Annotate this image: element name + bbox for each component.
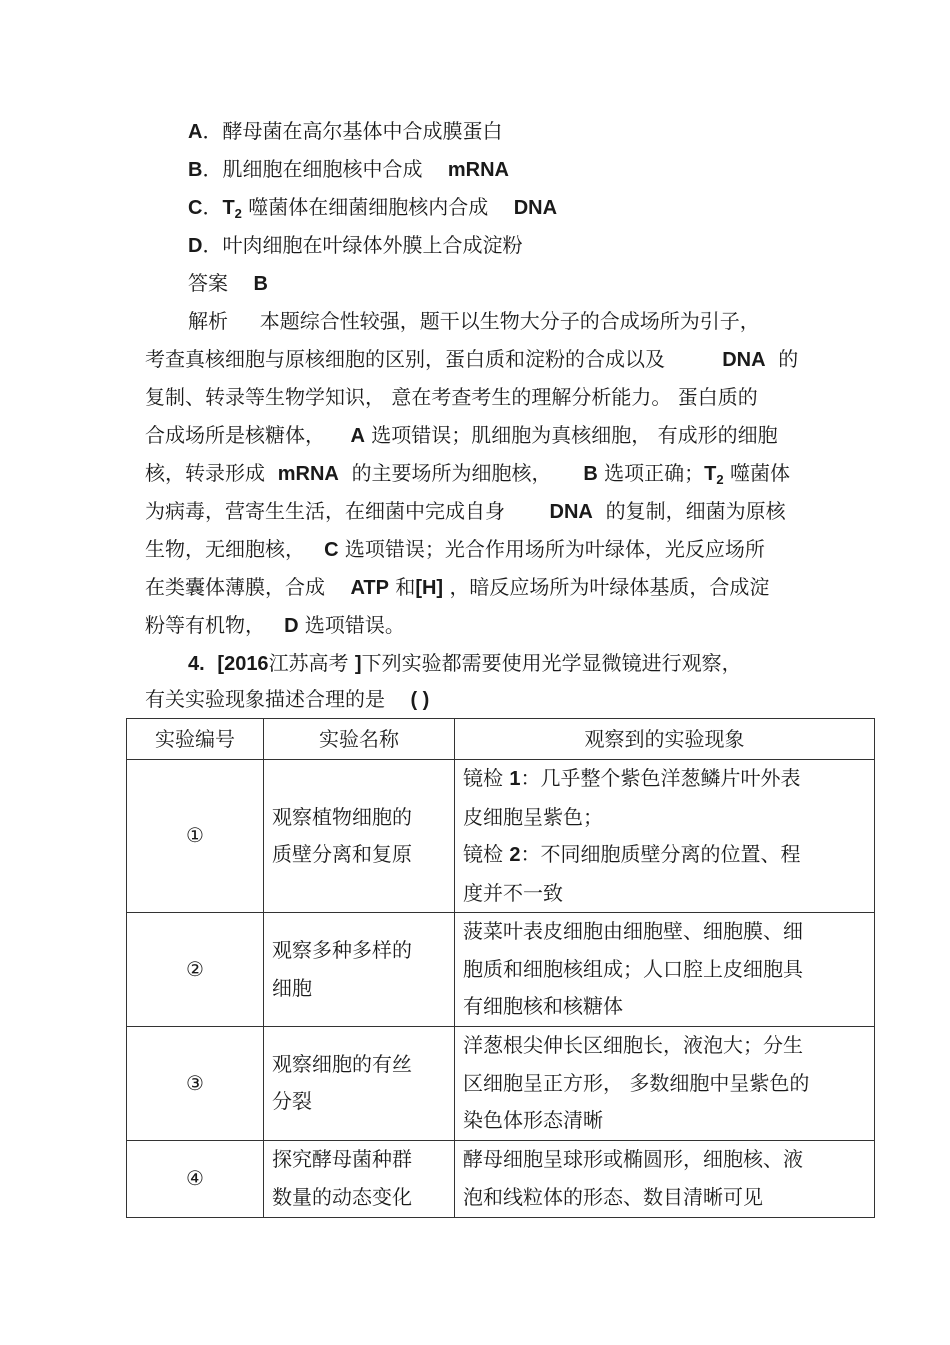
experiment-phenomenon: 洋葱根尖伸长区细胞长，液泡大；分生 区细胞呈正方形， 多数细胞中呈紫色的 染色体形态清晰: [455, 1027, 875, 1141]
analysis-line-1: 解析 本题综合性较强，题干以生物大分子的合成场所为引子，: [188, 309, 760, 333]
experiment-phenomenon: 酵母细胞呈球形或椭圆形，细胞核、液 泡和线粒体的形态、数目清晰可见: [455, 1140, 875, 1217]
analysis-line-2: 考查真核细胞与原核细胞的区别，蛋白质和淀粉的合成以及 DNA 的: [145, 347, 799, 371]
analysis-line-6: 为病毒，营寄生生活，在细菌中完成自身 DNA 的复制，细菌为原核: [145, 499, 786, 523]
analysis-line-4: 合成场所是核糖体， A 选项错误；肌细胞为真核细胞， 有成形的细胞: [145, 423, 778, 447]
experiment-number: ②: [127, 913, 264, 1027]
table-row: [127, 913, 875, 1027]
table-header-row: [127, 719, 875, 760]
header-cell: 实验编号: [127, 719, 264, 760]
question-4-line-2: 有关实验现象描述合理的是 ( ): [145, 687, 430, 711]
header-cell: 观察到的实验现象: [455, 719, 875, 760]
analysis-line-5: 核，转录形成 mRNA 的主要场所为细胞核， B 选项正确；$T_2$ 噬菌体: [145, 461, 790, 487]
experiment-name: 探究酵母菌种群 数量的动态变化: [264, 1140, 455, 1217]
table-row: [127, 1027, 875, 1141]
option-d: D．叶肉细胞在叶绿体外膜上合成淀粉: [188, 233, 523, 257]
experiment-number: ①: [127, 760, 264, 913]
table-row: [127, 1140, 875, 1217]
experiment-name: 观察植物细胞的 质壁分离和复原: [264, 760, 455, 913]
experiment-phenomenon: 菠菜叶表皮细胞由细胞壁、细胞膜、细 胞质和细胞核组成；人口腔上皮细胞具 有细胞核和核糖体: [455, 913, 875, 1027]
experiment-table: [126, 718, 875, 1218]
experiment-number: ③: [127, 1027, 264, 1141]
experiment-number: ④: [127, 1140, 264, 1217]
experiment-phenomenon: 镜检 1：几乎整个紫色洋葱鳞片叶外表 皮细胞呈紫色； 镜检 2：不同细胞质壁分离的位置、程 度并不一致: [455, 760, 875, 913]
analysis-line-8: 在类囊体薄膜，合成 ATP 和[H] ，暗反应场所为叶绿体基质，合成淀: [145, 575, 770, 599]
table-row: [127, 760, 875, 913]
analysis-line-3: 复制、转录等生物学知识， 意在考查考生的理解分析能力。 蛋白质的: [145, 385, 758, 409]
option-b: B．肌细胞在细胞核中合成 mRNA: [188, 157, 510, 181]
option-a: A．酵母菌在高尔基体中合成膜蛋白: [188, 119, 503, 143]
answer-line: 答案 B: [188, 271, 268, 295]
analysis-line-7: 生物，无细胞核， C 选项错误；光合作用场所为叶绿体，光反应场所: [145, 537, 765, 561]
experiment-name: 观察多种多样的 细胞: [264, 913, 455, 1027]
header-cell: 实验名称: [264, 719, 455, 760]
option-c: C．$T_2$ 噬菌体在细菌细胞核内合成 DNA: [188, 195, 558, 221]
analysis-line-9: 粉等有机物， D 选项错误。: [145, 613, 405, 637]
experiment-name: 观察细胞的有丝 分裂: [264, 1027, 455, 1141]
question-4-line-1: 4. [2016江苏高考 ]下列实验都需要使用光学显微镜进行观察，: [188, 651, 742, 675]
